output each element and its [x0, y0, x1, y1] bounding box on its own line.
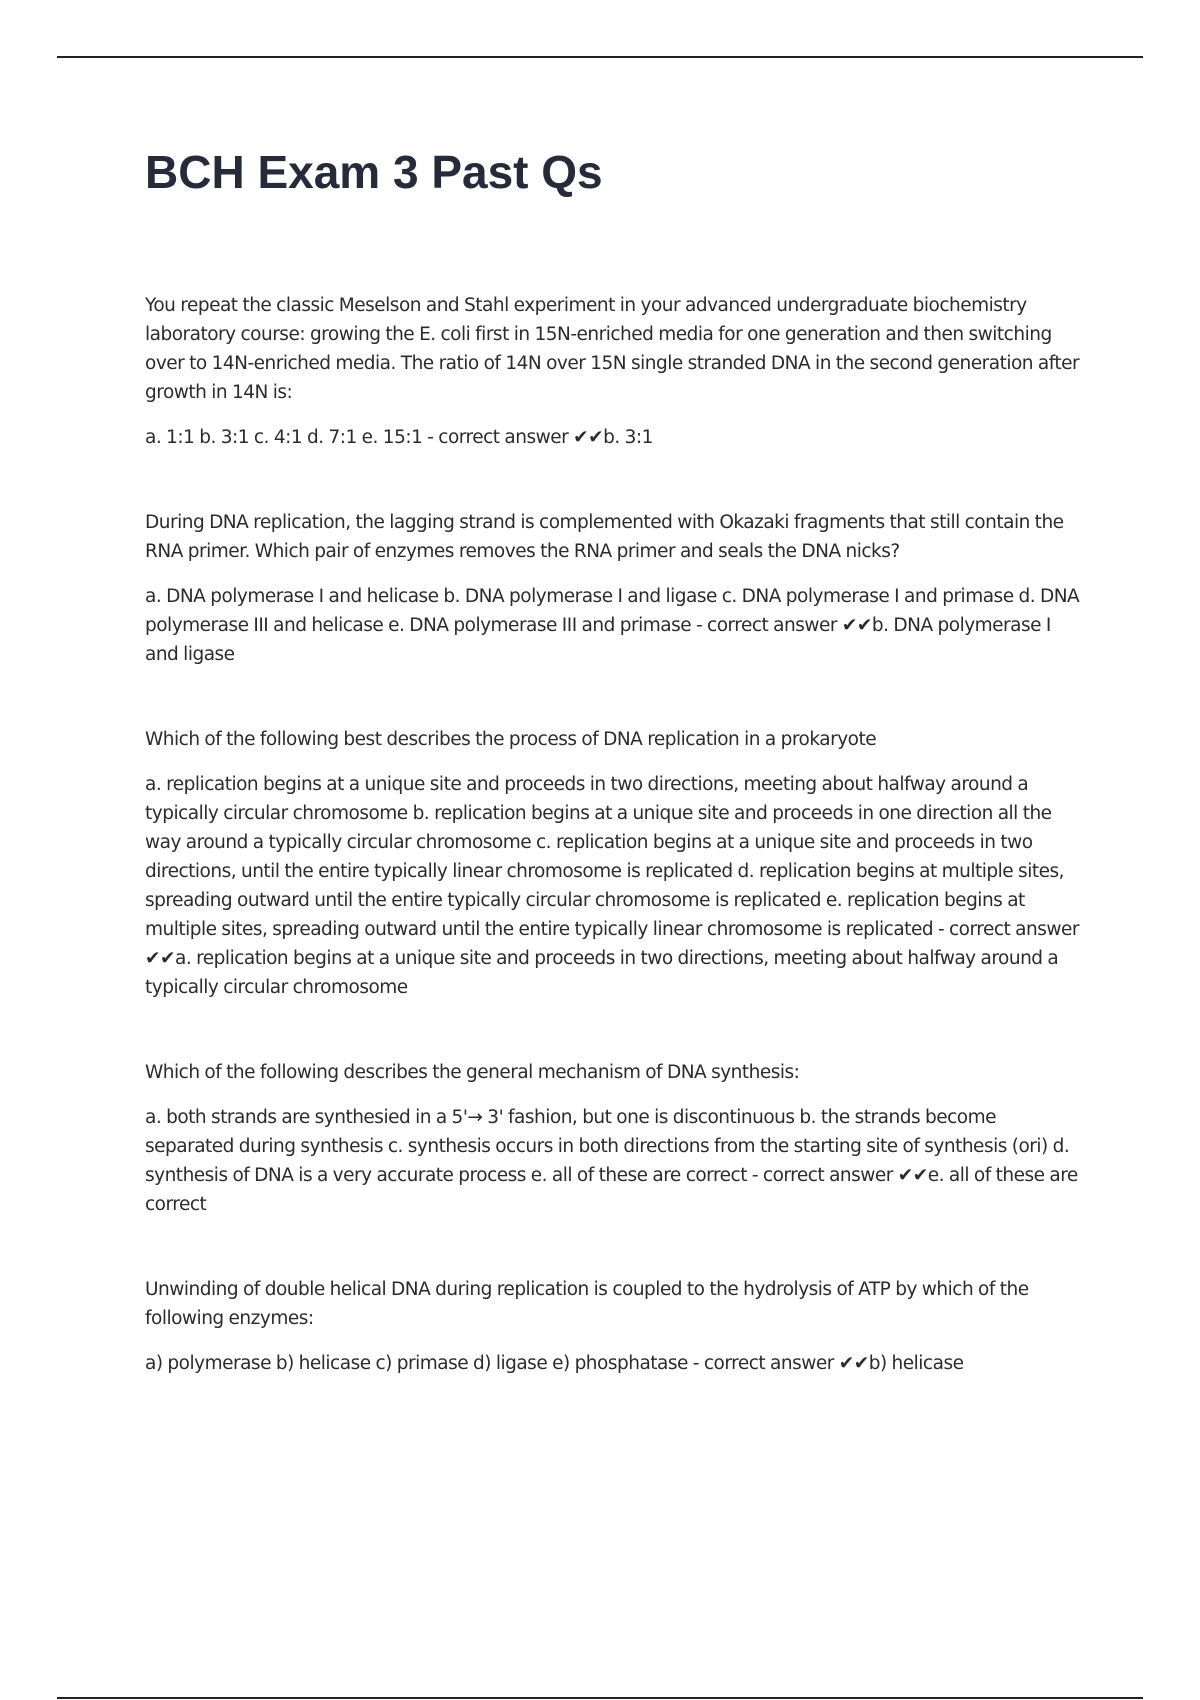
question-text: During DNA replication, the lagging strand is complemented with Okazaki fragments that still contain the RNA primer. Which pair of enzymes removes the RNA primer and seals the DNA nicks?: [145, 512, 1064, 562]
question-item-3: [145, 725, 1085, 1002]
answer-text: a) polymerase b) helicase c) primase d) ligase e) phosphatase - correct answer ✔✔b) helicase: [145, 1353, 964, 1374]
question-text: Which of the following describes the general mechanism of DNA synthesis:: [145, 1062, 800, 1083]
top-divider: [57, 56, 1143, 58]
question-item-1: [145, 291, 1085, 452]
question-item-2: [145, 508, 1085, 669]
answer-text: a. 1:1 b. 3:1 c. 4:1 d. 7:1 e. 15:1 - correct answer ✔✔b. 3:1: [145, 427, 653, 448]
answer-text: a. replication begins at a unique site and proceeds in two directions, meeting about halfway around a typically circular chromosome b. replication begins at a unique site and proceeds in one direction all the way around a typically circular chromosome c. replication begins at a unique site and proceeds in two directions, until the entire typically linear chromosome is replicated d. replication begins at multiple sites, spreading outward until the entire typically circular chromosome is replicated e. replication begins at multiple sites, spreading outward until the entire typically linear chromosome is replicated - correct answer ✔✔a. replication begins at a unique site and proceeds in two directions, meeting about halfway around a typically circular chromosome: [145, 774, 1079, 998]
question-text: Which of the following best describes the process of DNA replication in a prokaryote: [145, 729, 877, 750]
document-title: BCH Exam 3 Past Qs: [145, 146, 603, 198]
question-text: Unwinding of double helical DNA during replication is coupled to the hydrolysis of ATP by which of the following enzymes:: [145, 1279, 1029, 1329]
question-item-4: [145, 1058, 1085, 1219]
bottom-divider: [57, 1697, 1143, 1699]
question-text: You repeat the classic Meselson and Stahl experiment in your advanced undergraduate biochemistry laboratory course: growing the E. coli first in 15N-enriched media for one generation and then switching over to 14N-enriched media. The ratio of 14N over 15N single stranded DNA in the second generation after growth in 14N is:: [145, 295, 1080, 403]
question-list: [145, 291, 1085, 1434]
answer-text: a. DNA polymerase I and helicase b. DNA polymerase I and ligase c. DNA polymerase I and primase d. DNA polymerase III and helicase e. DNA polymerase III and primase - correct answer ✔✔b. DNA polymerase I and ligase: [145, 586, 1080, 665]
question-item-5: [145, 1275, 1085, 1378]
answer-text: a. both strands are synthesied in a 5'→ 3' fashion, but one is discontinuous b. the strands become separated during synthesis c. synthesis occurs in both directions from the starting site of synthesis (ori) d. synthesis of DNA is a very accurate process e. all of these are correct - correct answer ✔✔e. all of these are correct: [145, 1107, 1078, 1215]
